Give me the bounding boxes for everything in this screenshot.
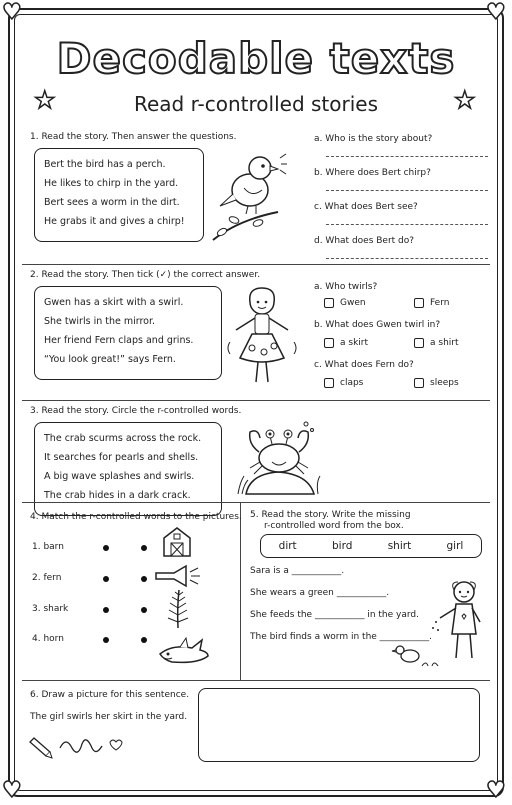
word-box-item: girl (446, 540, 464, 552)
bird-on-branch-illustration (208, 150, 288, 246)
twirling-girl-illustration (226, 282, 298, 390)
section-divider-vertical (240, 502, 241, 680)
section5-instruction: 5. Read the story. Write the missing (250, 510, 411, 520)
answer-line[interactable] (326, 190, 488, 191)
section2-story-box (34, 286, 222, 380)
girl-feeding-bird-illustration (392, 578, 488, 670)
corner-heart-icon: ♥ (486, 0, 506, 25)
story-line: The crab scurms across the rock. (44, 433, 202, 444)
word-box (260, 534, 482, 558)
option-label: Gwen (340, 298, 366, 308)
option-label: a shirt (430, 338, 459, 348)
star-icon: ★ (34, 86, 56, 114)
fill-in-sentence[interactable]: Sara is a ___________. (250, 566, 345, 576)
section3-instruction: 3. Read the story. Circle the r-controlled words. (30, 406, 242, 416)
story-line: Bert sees a worm in the dirt. (44, 197, 180, 208)
section-divider (22, 264, 490, 265)
fern-icon (164, 588, 192, 630)
story-line: It searches for pearls and shells. (44, 452, 199, 463)
pencil-squiggle-icon (30, 728, 130, 758)
checkbox[interactable] (324, 298, 334, 308)
shark-icon (158, 636, 210, 670)
section1-instruction: 1. Read the story. Then answer the questions. (30, 132, 237, 142)
match-dot-left[interactable] (103, 637, 109, 643)
question: c. What does Fern do? (314, 360, 414, 370)
answer-line[interactable] (326, 156, 488, 157)
corner-heart-icon: ♥ (486, 778, 506, 803)
story-line: “You look great!” says Fern. (44, 354, 176, 365)
answer-line[interactable] (326, 258, 488, 259)
page-inner-border (14, 14, 498, 791)
barn-icon (162, 526, 192, 558)
horn-icon (154, 564, 202, 588)
answer-line[interactable] (326, 224, 488, 225)
page-title: Decodable texts (56, 34, 456, 83)
match-dot-right[interactable] (141, 545, 147, 551)
option-label: sleeps (430, 378, 459, 388)
section1-story-box (34, 148, 204, 242)
option-label: Fern (430, 298, 450, 308)
question: b. What does Gwen twirl in? (314, 320, 441, 330)
option-checkbox[interactable] (414, 298, 449, 308)
match-word: 3. shark (32, 604, 69, 614)
story-line: The crab hides in a dark crack. (44, 490, 191, 501)
story-line: She twirls in the mirror. (44, 316, 156, 327)
section2-instruction: 2. Read the story. Then tick (✓) the correct answer. (30, 270, 261, 280)
option-checkbox[interactable] (414, 378, 459, 388)
fill-in-sentence[interactable]: She wears a green ___________. (250, 588, 390, 598)
option-checkbox[interactable] (324, 378, 363, 388)
story-line: A big wave splashes and swirls. (44, 471, 195, 482)
page-subtitle: Read r-controlled stories (133, 92, 378, 116)
question: a. Who is the story about? (314, 134, 433, 144)
story-line: He grabs it and gives a chirp! (44, 216, 185, 227)
checkbox[interactable] (414, 298, 424, 308)
crab-on-rock-illustration (236, 418, 322, 496)
option-label: claps (340, 378, 364, 388)
fill-in-sentence[interactable]: The bird finds a worm in the ___________. (250, 632, 433, 642)
question: b. Where does Bert chirp? (314, 168, 431, 178)
match-dot-right[interactable] (141, 637, 147, 643)
match-word: 2. fern (32, 573, 62, 583)
question: a. Who twirls? (314, 282, 378, 292)
match-dot-left[interactable] (103, 607, 109, 613)
section5-instruction-cont: r-controlled word from the box. (264, 521, 404, 531)
match-dot-left[interactable] (103, 545, 109, 551)
option-checkbox[interactable] (414, 338, 459, 348)
match-dot-left[interactable] (103, 576, 109, 582)
section-divider (22, 502, 490, 503)
option-checkbox[interactable] (324, 338, 368, 348)
question: c. What does Bert see? (314, 202, 418, 212)
checkbox[interactable] (324, 378, 334, 388)
story-line: Gwen has a skirt with a swirl. (44, 297, 184, 308)
section-divider (22, 400, 490, 401)
match-word: 4. horn (32, 634, 64, 644)
match-dot-right[interactable] (141, 607, 147, 613)
word-box-item: dirt (278, 540, 297, 552)
section4-instruction: 4. Match the r-controlled words to the pictures. (30, 512, 242, 522)
section6-instruction: 6. Draw a picture for this sentence. (30, 690, 190, 700)
option-checkbox[interactable] (324, 298, 366, 308)
section-divider (22, 680, 490, 681)
drawing-area[interactable] (198, 688, 480, 762)
story-line: Her friend Fern claps and grins. (44, 335, 194, 346)
star-icon: ★ (454, 86, 476, 114)
word-box-item: shirt (387, 540, 412, 552)
corner-heart-icon: ♥ (2, 0, 22, 25)
story-line: Bert the bird has a perch. (44, 159, 166, 170)
match-dot-right[interactable] (141, 576, 147, 582)
story-line: He likes to chirp in the yard. (44, 178, 179, 189)
option-label: a skirt (340, 338, 369, 348)
question: d. What does Bert do? (314, 236, 415, 246)
corner-heart-icon: ♥ (2, 778, 22, 803)
checkbox[interactable] (414, 338, 424, 348)
word-box-item: bird (332, 540, 353, 552)
checkbox[interactable] (324, 338, 334, 348)
fill-in-sentence[interactable]: She feeds the ___________ in the yard. (250, 610, 419, 620)
match-word: 1. barn (32, 542, 64, 552)
checkbox[interactable] (414, 378, 424, 388)
draw-sentence: The girl swirls her skirt in the yard. (30, 712, 188, 722)
